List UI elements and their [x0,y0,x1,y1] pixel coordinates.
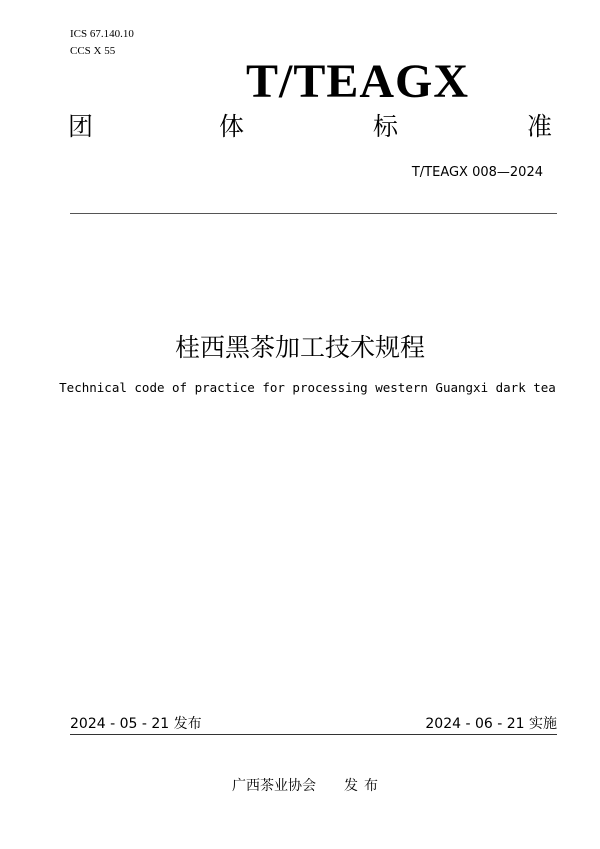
implement-date: 2024 - 06 - 21 实施 [425,716,557,732]
header-divider [70,213,557,214]
document-title-en: Technical code of practice for processing western Guangxi dark tea [59,380,556,395]
standard-logo: T/TEAGX [246,55,470,108]
standard-type-char: 标 [373,112,399,141]
issuer: 广西茶业协会 [232,778,316,794]
ics-code: ICS 67.140.10 [70,28,134,40]
standard-type-char: 准 [527,112,553,141]
document-title-cn: 桂西黑茶加工技术规程 [174,333,425,362]
standard-code: T/TEAGX 008—2024 [411,165,543,180]
issue-label: 发布 [344,778,384,794]
ccs-code: CCS X 55 [70,45,116,57]
standard-type-char: 团 [68,112,94,141]
standard-type-char: 体 [219,112,245,141]
footer-divider [70,734,557,735]
publish-date: 2024 - 05 - 21 发布 [70,716,202,732]
